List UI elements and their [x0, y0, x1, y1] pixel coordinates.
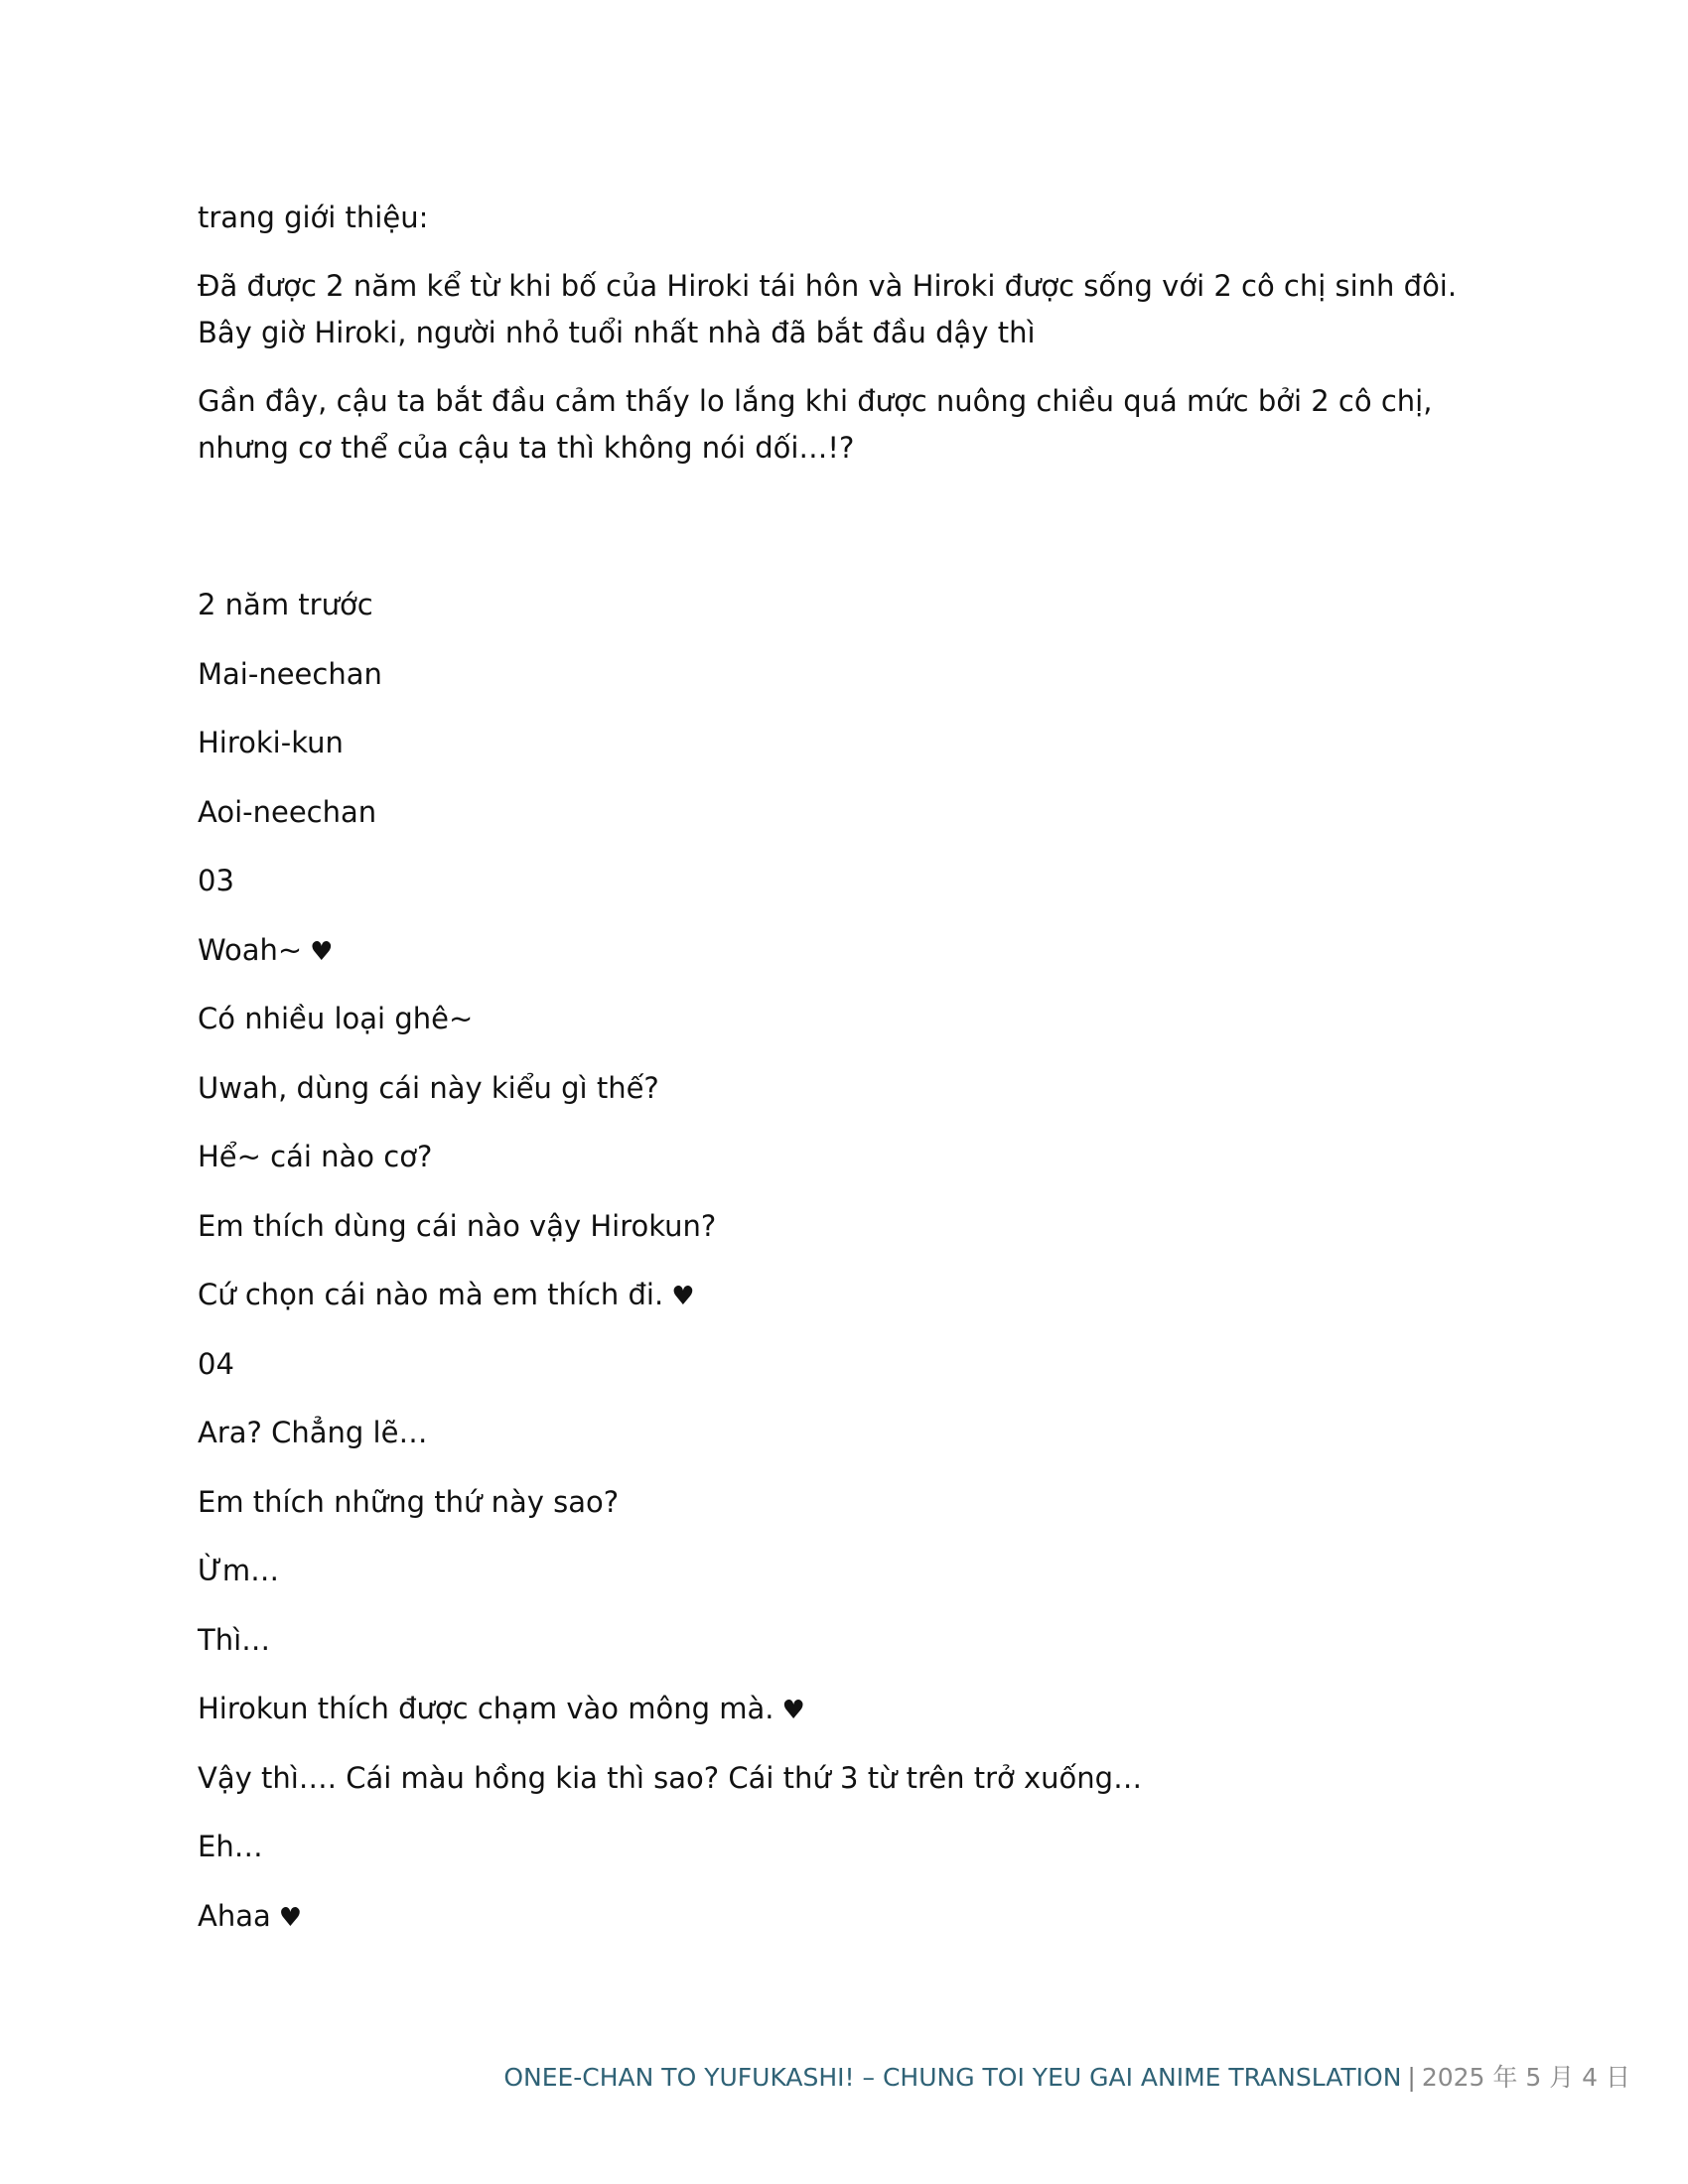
dialogue-text: Ahaa	[198, 1898, 271, 1933]
dialogue-text: Ara? Chẳng lẽ…	[198, 1416, 428, 1449]
dialogue-text: Thì…	[198, 1622, 271, 1657]
dialogue-text: Có nhiều loại ghê~	[198, 1002, 474, 1035]
heart-icon: ♥	[781, 1696, 805, 1725]
dialogue-line	[198, 1068, 1488, 1138]
dialogue-line	[198, 1275, 1488, 1344]
dialogue-line	[198, 1344, 1488, 1414]
dialogue-text: Cứ chọn cái nào mà em thích đi.	[198, 1278, 664, 1311]
dialogue-line	[198, 1827, 1488, 1896]
dialogue-text: Em thích những thứ này sao?	[198, 1484, 620, 1519]
dialogue-line	[198, 1137, 1488, 1206]
heart-icon: ♥	[278, 1902, 303, 1933]
dialogue-line	[198, 654, 1488, 724]
dialogue-line	[198, 585, 1488, 654]
dialogue-text: 04	[198, 1346, 234, 1381]
dialogue-line	[198, 792, 1488, 862]
heart-icon: ♥	[310, 936, 334, 967]
dialogue-text: Uwah, dùng cái này kiểu gì thế?	[198, 1070, 659, 1105]
intro-paragraph: Đã được 2 năm kể từ khi bố của Hiroki tái hôn và Hiroki được sống với 2 cô chị sinh đôi. Bây giờ Hiroki, người nhỏ tuổi nhất nhà đã bắt đầu dậy thì	[198, 269, 1458, 349]
dialogue-line	[198, 1620, 1488, 1690]
dialogue-line	[198, 1413, 1488, 1482]
dialogue-line	[198, 1206, 1488, 1276]
intro-paragraph: Gần đây, cậu ta bắt đầu cảm thấy lo lắng khi được nuông chiều quá mức bởi 2 cô chị, nhưng cơ thể của cậu ta thì không nói dối…!?	[198, 384, 1433, 465]
dialogue-text: Eh…	[198, 1830, 263, 1863]
dialogue-line	[198, 1689, 1488, 1758]
dialogue-line	[198, 999, 1488, 1068]
dialogue-text: Woah~	[198, 932, 303, 967]
dialogue-text: 03	[198, 864, 234, 897]
dialogue-list	[198, 585, 1488, 1965]
dialogue-line	[198, 1896, 1488, 1966]
dialogue-text: Hirokun thích được chạm vào mông mà.	[198, 1692, 774, 1725]
page-footer	[503, 2062, 1630, 2094]
footer-separator: |	[1407, 2063, 1416, 2092]
document-body	[198, 195, 1488, 1965]
dialogue-line	[198, 861, 1488, 930]
dialogue-line	[198, 1482, 1488, 1552]
dialogue-text: Hể~ cái nào cơ?	[198, 1140, 433, 1173]
dialogue-text: Hiroki-kun	[198, 726, 344, 759]
footer-date: 2025 年 5 月 4 日	[1421, 2063, 1630, 2092]
footer-title: ONEE-CHAN TO YUFUKASHI! – CHUNG TOI YEU GAI ANIME TRANSLATION	[503, 2063, 1402, 2092]
dialogue-text: 2 năm trước	[198, 588, 373, 621]
dialogue-text: Mai-neechan	[198, 656, 382, 691]
dialogue-text: Aoi-neechan	[198, 794, 377, 829]
dialogue-text: Ừm…	[198, 1554, 280, 1587]
heart-icon: ♥	[671, 1282, 695, 1311]
dialogue-line	[198, 723, 1488, 792]
dialogue-text: Vậy thì…. Cái màu hồng kia thì sao? Cái thứ 3 từ trên trở xuống…	[198, 1760, 1143, 1795]
dialogue-line	[198, 1758, 1488, 1828]
dialogue-line	[198, 1551, 1488, 1620]
dialogue-line	[198, 930, 1488, 1000]
intro-heading: trang giới thiệu:	[198, 201, 429, 234]
section-spacer	[198, 493, 1488, 585]
dialogue-text: Em thích dùng cái nào vậy Hirokun?	[198, 1208, 717, 1243]
